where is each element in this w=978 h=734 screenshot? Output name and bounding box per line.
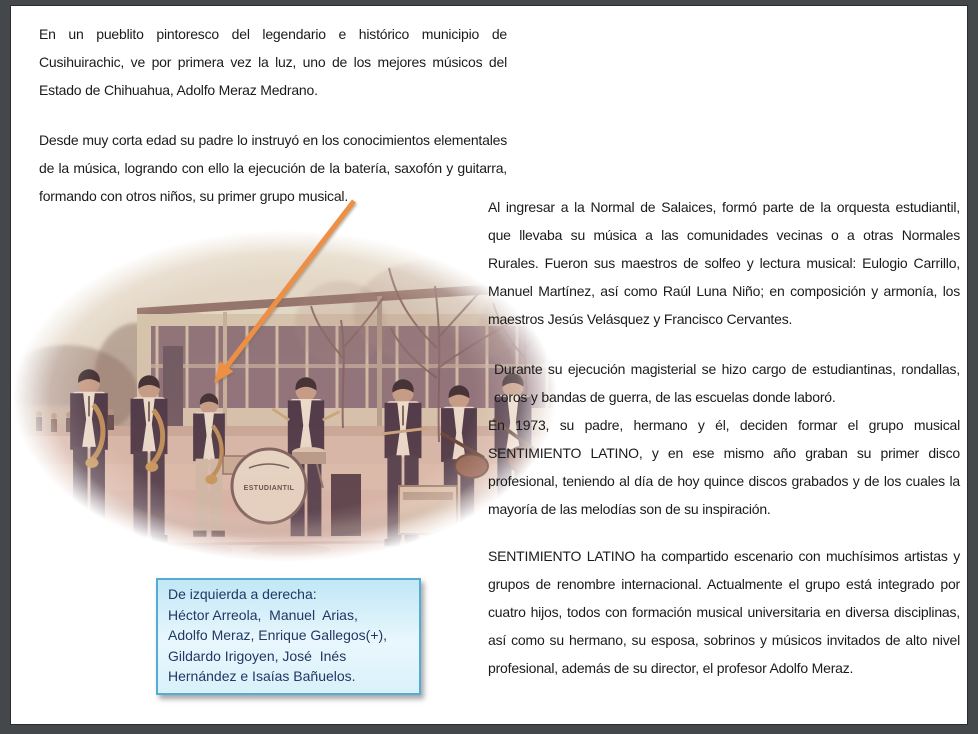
paragraph-sentimiento-latino: SENTIMIENTO LATINO ha compartido escenario con muchísimos artistas y grupos de renombre internacional. Actualmente el grupo está integrado por cuatro hijos, todos con formación musical universitaria en diversa disciplinas, así como su hermano, su esposa, sobrinos y músicos invitados de alto nivel profesional, además de su director, el profesor Adolfo Meraz. — [488, 548, 960, 676]
arrow-line-icon — [217, 201, 354, 379]
paragraph-birthplace: En un pueblito pintoresco del legendario e histórico municipio de Cusihuirachic, ve por primera vez la luz, uno de los mejores músicos del Estado de Chihuahua, Adolfo Meraz Medrano. — [39, 26, 507, 98]
photo-caption-box — [156, 578, 421, 695]
paragraph-1973-group: En 1973, su padre, hermano y él, deciden formar el grupo musical SENTIMIENTO LATINO, y en ese mismo año graban su primer disco profesional, teniendo al día de hoy quince discos grabados y de los cuales la mayoría de las melodías son de su inspiración. — [488, 417, 960, 517]
right-text-column — [488, 193, 960, 682]
paragraph-early-training: Desde muy corta edad su padre lo instruyó en los conocimientos elementales de la música, logrando con ello la ejecución de la batería, saxofón y guitarra, formando con otros niños, su primer grupo musical. — [39, 132, 507, 204]
document-page — [10, 5, 968, 725]
caption-names-line: Adolfo Meraz, Enrique Gallegos(+), — [168, 627, 388, 643]
caption-names-line: Gildardo Irigoyen, José Inés — [168, 647, 347, 664]
caption-names-line: Hernández e Isaías Bañuelos. — [168, 668, 356, 684]
caption-heading: De izquierda a derecha: — [168, 586, 317, 602]
caption-names-line: Héctor Arreola, Manuel Arias, — [168, 606, 358, 623]
annotation-arrow — [201, 191, 371, 401]
paragraph-teaching-career: Durante su ejecución magisterial se hizo cargo de estudiantinas, rondallas, coros y bandas de guerra, de las escuelas donde laboró. — [494, 361, 960, 405]
paragraph-normal-salaices: Al ingresar a la Normal de Salaices, formó parte de la orquesta estudiantil, que llevaba su música a las comunidades vecinas o a otras Normales Rurales. Fueron sus maestros de solfeo y lectura musical: Eulogio Carrillo, Manuel Martínez, así como Raúl Luna Niño; en composición y armonía, los maestros Jesús Velásquez y Francisco Cervantes. — [488, 199, 960, 327]
